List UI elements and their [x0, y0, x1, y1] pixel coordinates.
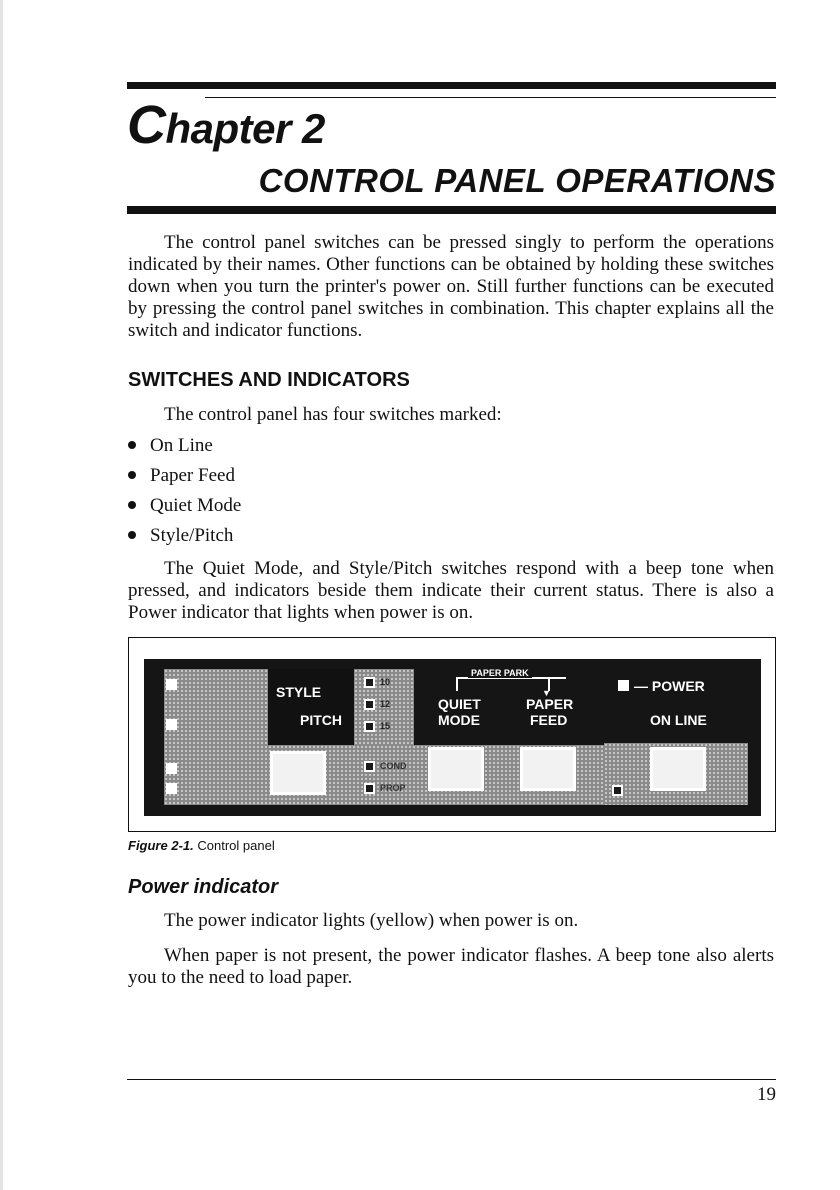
power-paragraph-1: The power indicator lights (yellow) when power is on.	[164, 910, 579, 931]
page-number: 19	[757, 1084, 776, 1105]
pitch-label: PITCH	[300, 712, 342, 728]
indicator-led	[166, 783, 177, 794]
bullet-icon	[128, 471, 136, 479]
switches-description: The Quiet Mode, and Style/Pitch switches respond with a beep tone when pressed, and indicators beside them indicate their current status. There is also a Power indicator that lights when power is on.	[128, 558, 774, 623]
top-thick-rule	[127, 82, 776, 89]
feed-label: FEED	[530, 712, 568, 728]
pitch-10-label: 10	[380, 677, 391, 687]
chapter-initial: C	[127, 95, 166, 155]
mode-label: MODE	[438, 712, 480, 728]
title-thick-rule	[127, 206, 776, 214]
footer-rule	[127, 1079, 776, 1080]
pitch-15-label: 15	[380, 721, 391, 731]
section-heading-switches: SWITCHES AND INDICATORS	[128, 369, 410, 391]
figure-number: Figure 2-1.	[128, 838, 194, 853]
figure-caption-text: Control panel	[197, 838, 275, 853]
scan-edge	[0, 0, 3, 1190]
quiet-mode-button[interactable]	[428, 747, 484, 791]
style-label: STYLE	[276, 684, 322, 700]
list-item: On Line	[128, 431, 241, 461]
intro-paragraph: The control panel switches can be pressed singly to perform the operations indicated by their names. Other functions can be obtained by holding these switches down when you turn the printer's power on. Still further functions can be executed by pressing the control panel switches in combination. This chapter explains all the switch and indicator functions.	[128, 232, 774, 341]
section-heading-power: Power indicator	[128, 876, 279, 898]
list-item: Quiet Mode	[128, 491, 241, 521]
left-halftone-area	[164, 669, 268, 805]
control-panel-illustration	[144, 659, 761, 816]
pitch-12-label: 12	[380, 699, 391, 709]
switches-lead: The control panel has four switches marked:	[164, 404, 502, 425]
indicator-led	[166, 719, 177, 730]
chapter-label-rest: hapter 2	[165, 105, 325, 152]
online-led	[612, 785, 623, 796]
bullet-icon	[128, 501, 136, 509]
paper-park-left-leg	[456, 677, 458, 691]
paper-park-arrow-icon: ▼	[542, 688, 551, 698]
chapter-label	[127, 95, 325, 155]
list-item: Style/Pitch	[128, 521, 241, 551]
pitch-15-led	[364, 721, 375, 732]
pitch-12-led	[364, 699, 375, 710]
indicator-led	[166, 679, 177, 690]
bullet-icon	[128, 441, 136, 449]
quiet-label: QUIET	[438, 696, 481, 712]
cond-label: COND	[380, 761, 407, 771]
list-item: Paper Feed	[128, 461, 241, 491]
bullet-icon	[128, 531, 136, 539]
style-pitch-block	[268, 669, 354, 745]
prop-led	[364, 783, 375, 794]
power-label: — POWER	[634, 678, 705, 694]
power-led	[618, 680, 629, 691]
switch-list	[128, 431, 241, 551]
indicator-led	[166, 763, 177, 774]
paper-label: PAPER	[526, 696, 574, 712]
pitch-10-led	[364, 677, 375, 688]
paper-feed-button[interactable]	[520, 747, 576, 791]
power-paragraph-2: When paper is not present, the power indicator flashes. A beep tone also alerts you to the need to load paper.	[128, 945, 774, 988]
paper-park-label: PAPER PARK	[468, 669, 532, 678]
on-line-button[interactable]	[650, 747, 706, 791]
style-pitch-button[interactable]	[270, 751, 326, 795]
online-label: ON LINE	[650, 712, 707, 728]
chapter-title: CONTROL PANEL OPERATIONS	[258, 162, 776, 199]
cond-led	[364, 761, 375, 772]
figure-caption	[128, 838, 275, 853]
prop-label: PROP	[380, 783, 406, 793]
